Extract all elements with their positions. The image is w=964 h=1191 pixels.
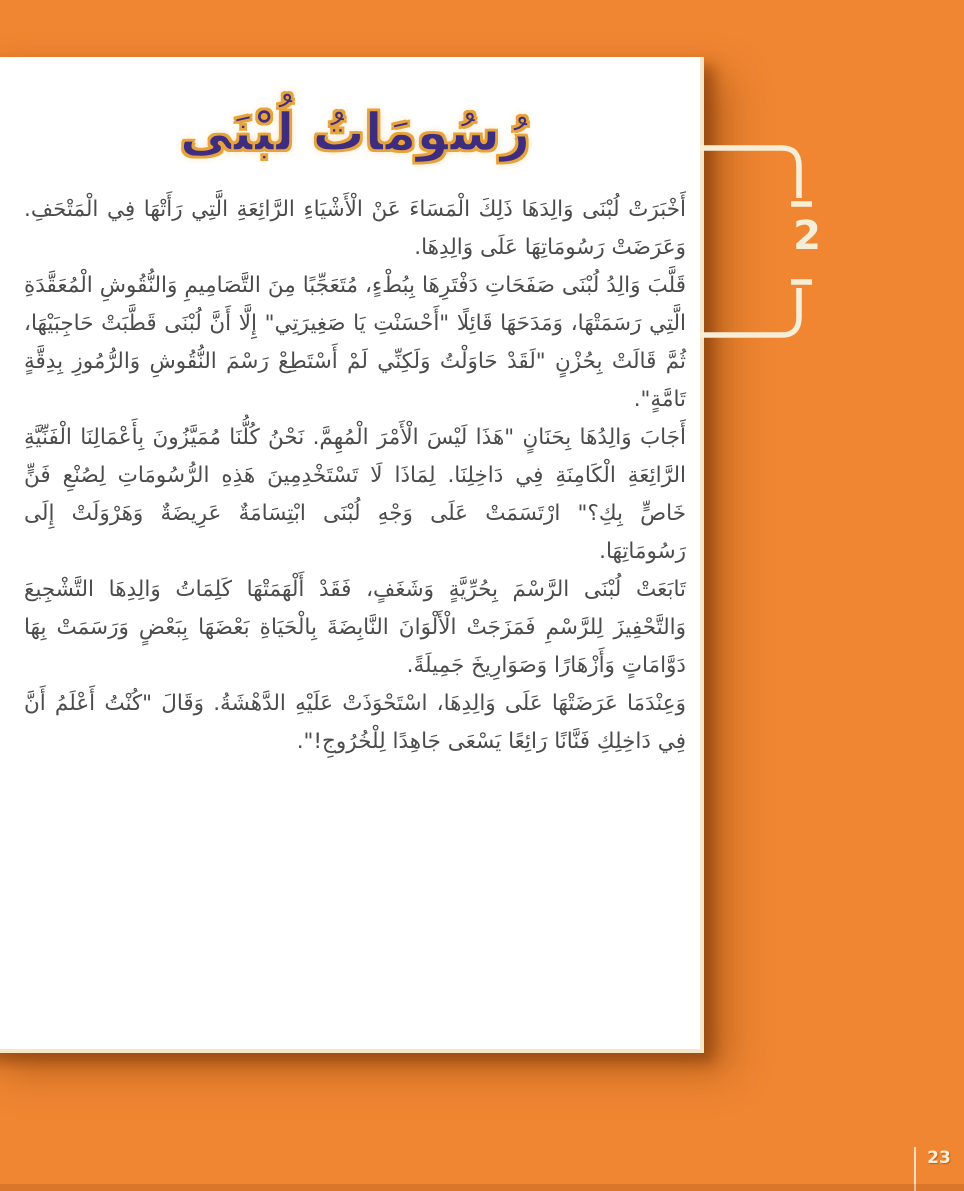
story-paragraph: أَجَابَ وَالِدُهَا بِحَنَانٍ "هَذَا لَيْسَ الْأَمْرَ الْمُهِمَّ. نَحْنُ كُلُّنَا مُمَيَّزُونَ بِأَعْمَالِنَا الْفَنِّيَّةِ الرَّائِعَةِ الْكَامِنَةِ فِي دَاخِلِنَا. لِمَاذَا لَا تَسْتَخْدِمِينَ هَذِهِ الرُّسُومَاتِ لِصُنْعِ فَنٍّ خَاصٍّ بِكِ؟" ارْتَسَمَتْ عَلَى وَجْهِ لُبْنَى ابْتِسَامَةٌ عَرِيضَةٌ وَهَرْوَلَتْ إِلَى رَسُومَاتِهَا. [24,424,686,564]
bracket-bottom-arm [700,288,799,335]
story-page [0,57,704,1053]
story-paragraph: أَخْبَرَتْ لُبْنَى وَالِدَهَا ذَلِكَ الْمَسَاءَ عَنْ الْأَشْيَاءِ الرَّائِعَةِ الَّتِي رَأَتْهَا فِي الْمَتْحَفِ. وَعَرَضَتْ رَسُومَاتِهَا عَلَى وَالِدِهَا. [24,196,686,260]
story-paragraph: قَلَّبَ وَالِدُ لُبْنَى صَفَحَاتِ دَفْتَرِهَا بِبُطْءٍ، مُتَعَجِّبًا مِنَ التَّصَامِيمِ وَالنُّقُوشِ الْمُعَقَّدَةِ الَّتِي رَسَمَتْهَا، وَمَدَحَهَا قَائِلًا "أَحْسَنْتِ يَا صَغِيرَتِي" إِلَّا أَنَّ لُبْنَى قَطَّبَتْ حَاجِبَيْهَا، ثُمَّ قَالَتْ بِحُزْنٍ "لَقَدْ حَاوَلْتُ وَلَكِنِّي لَمْ أَسْتَطِعْ رَسْمَ النُّقُوشِ وَالرُّمُوزِ بِدِقَّةٍ تَامَّةٍ". [24,272,686,412]
story-paragraph: وَعِنْدَمَا عَرَضَتْهَا عَلَى وَالِدِهَا، اسْتَحْوَذَتْ عَلَيْهِ الدَّهْشَةُ. وَقَالَ "كُنْتُ أَعْلَمُ أَنَّ فِي دَاخِلِكِ فَنَّانًا رَائِعًا يَسْعَى جَاهِدًا لِلْخُرُوجِ!". [24,690,686,754]
bracket-top-arm [700,148,799,198]
story-text [24,191,686,761]
section-number-badge: 2 [793,213,821,259]
page-number: 23 [927,1148,951,1168]
page-title: رُسُومَاتُ لُبْنَى [179,103,531,163]
story-paragraph: تَابَعَتْ لُبْنَى الرَّسْمَ بِحُرِّيَّةٍ وَشَغَفٍ، فَقَدْ أَلْهَمَتْهَا كَلِمَاتُ وَالِدِهَا التَّشْجِيعَ وَالتَّحْفِيزَ لِلرَّسْمِ فَمَزَجَتْ الْأَلْوَانَ النَّابِضَةَ بِالْحَيَاةِ بَعْضَهَا بِبَعْضٍ وَرَسَمَتْ بِهَا دَوَّامَاتٍ وَأَزْهَارًا وَصَوَارِيخَ جَمِيلَةً. [24,576,686,678]
photo-bottom-edge [0,1184,964,1191]
